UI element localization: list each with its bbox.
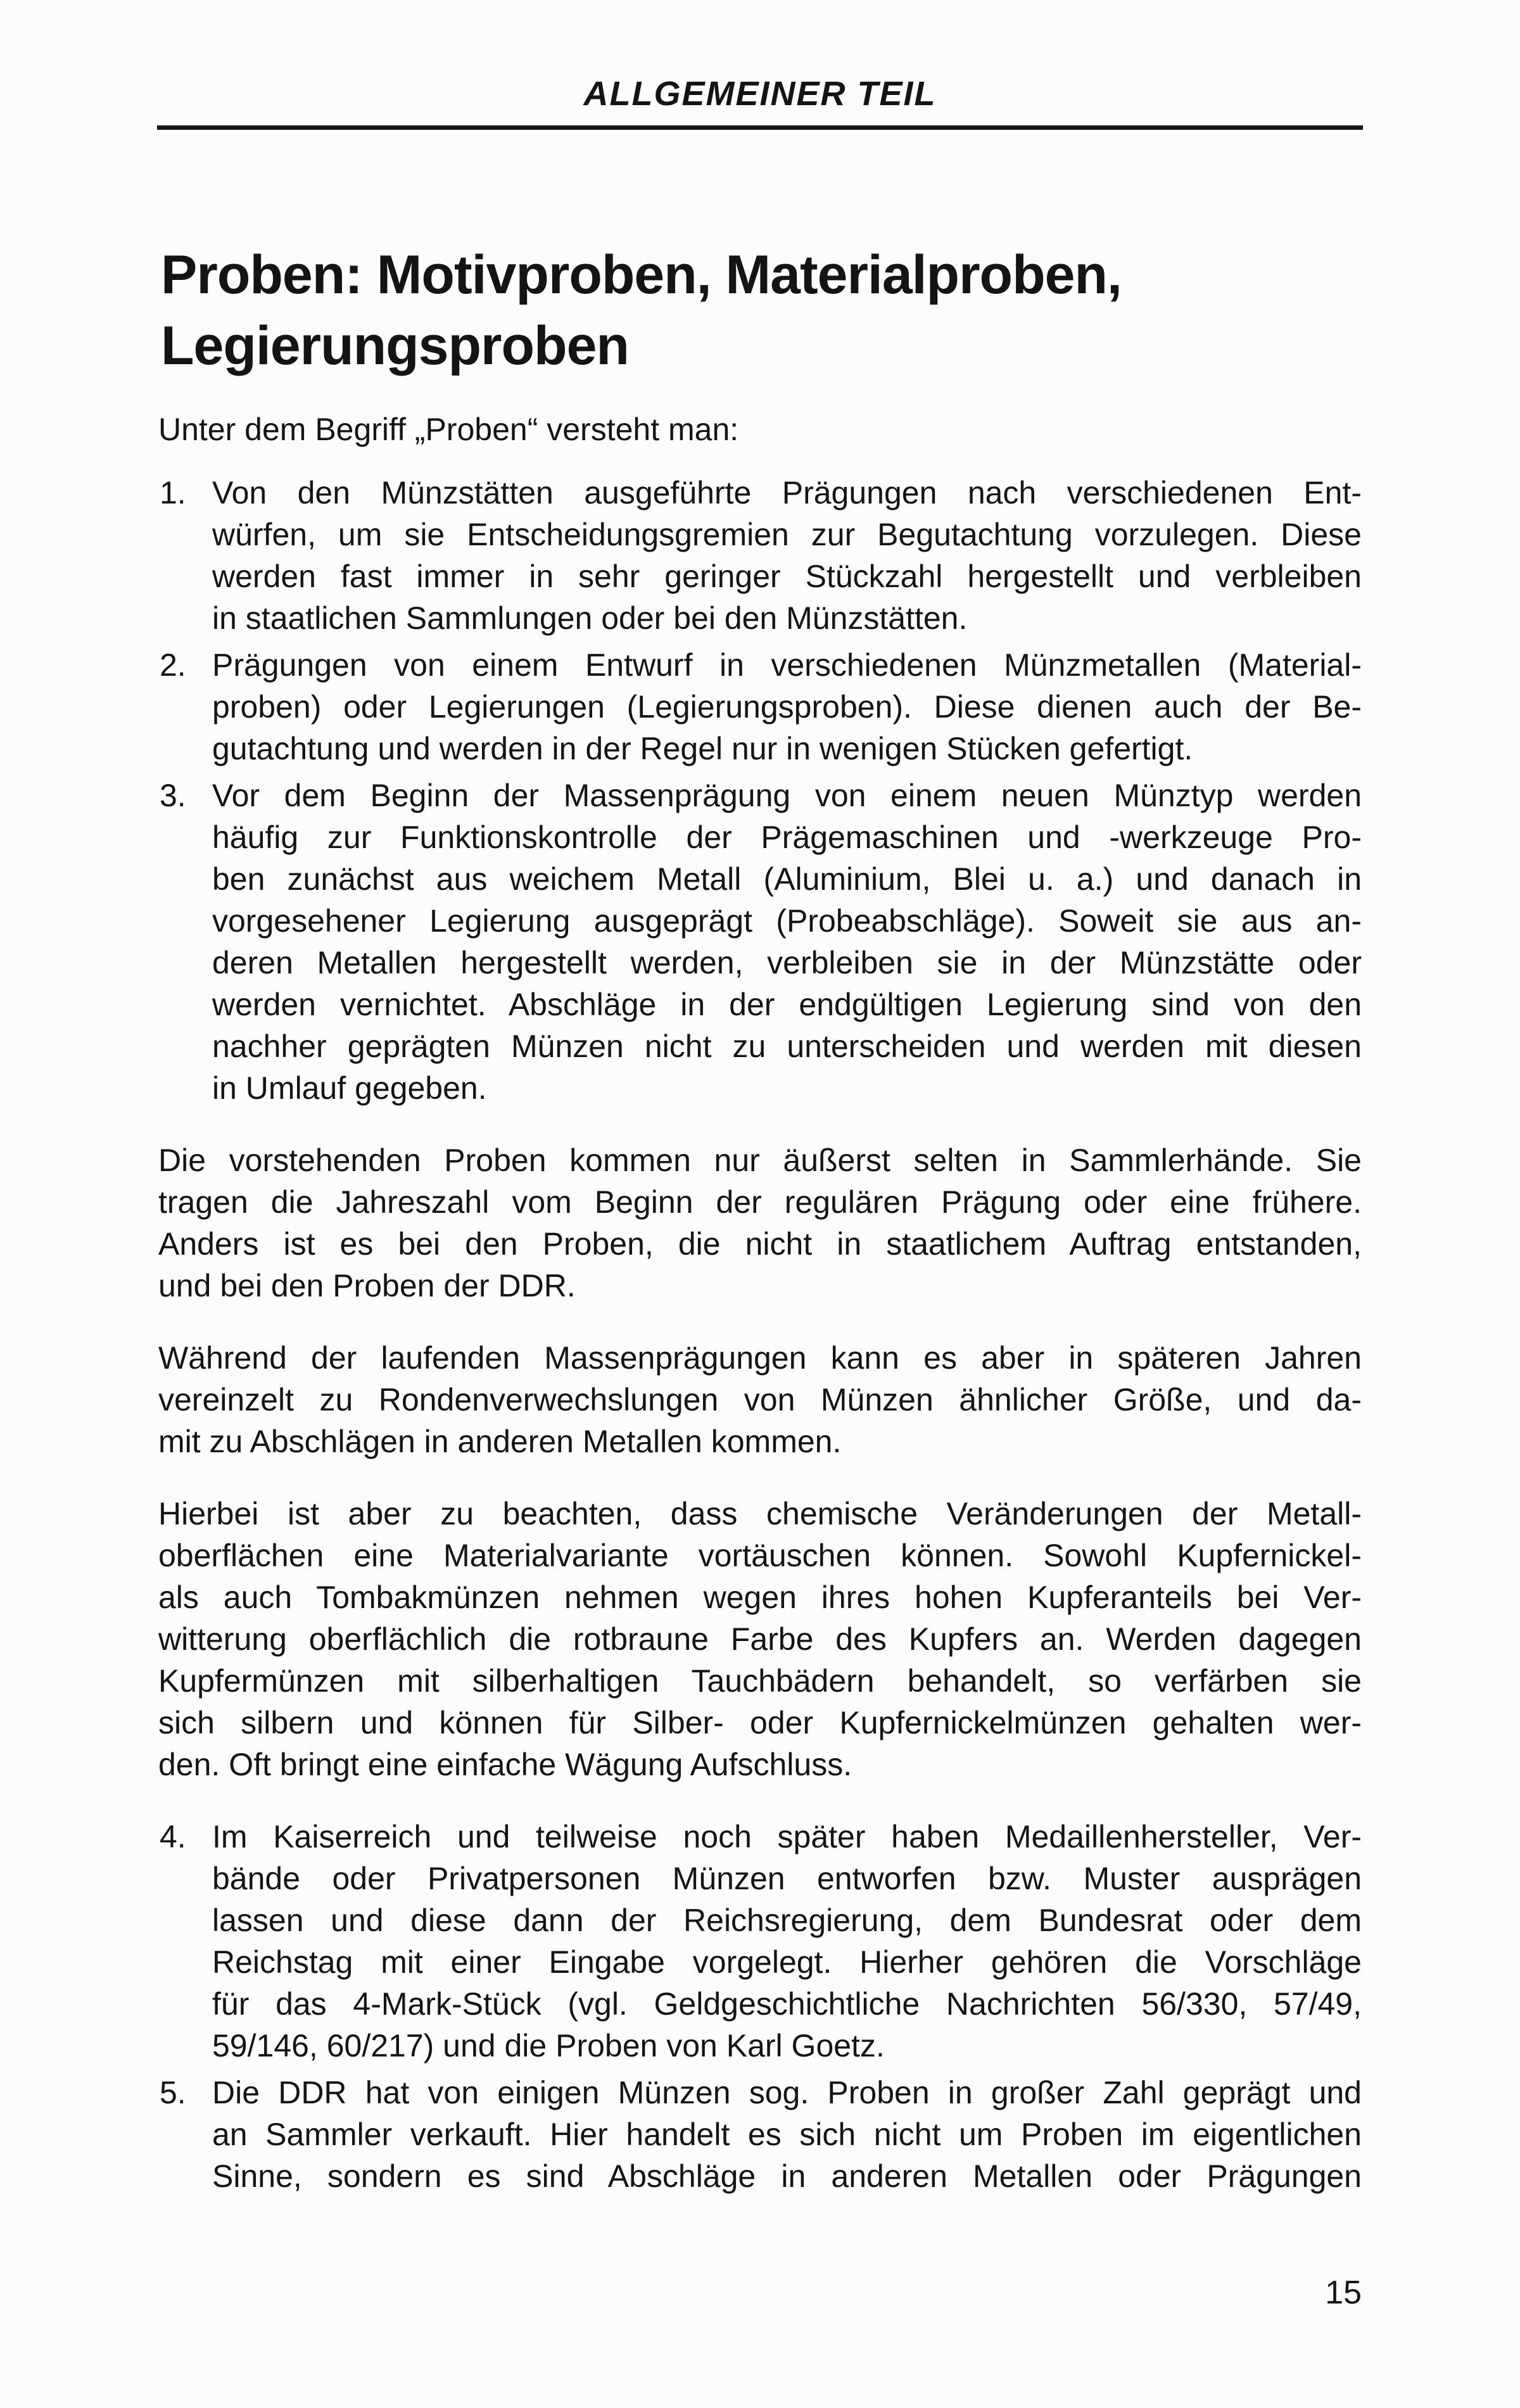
text-lines	[212, 775, 1362, 1109]
text-line: Sinne, sondern es sind Abschläge in anderen Metallen oder Prägungen	[212, 2158, 1362, 2194]
text-line: oberflächen eine Materialvariante vortäuschen können. Sowohl Kupfernickel-	[158, 1538, 1362, 1573]
text-line: werden fast immer in sehr geringer Stückzahl hergestellt und verbleiben	[212, 559, 1362, 594]
paragraph	[158, 1139, 1362, 1307]
page-title	[161, 239, 1122, 381]
list-item-2	[158, 644, 1362, 770]
text-line: Die vorstehenden Proben kommen nur äußerst selten in Sammlerhände. Sie	[158, 1143, 1362, 1178]
text-line: in staatlichen Sammlungen oder bei den Münzstätten.	[212, 600, 968, 636]
text-lines	[158, 1139, 1362, 1307]
text-lines	[158, 1493, 1362, 1785]
text-line: 59/146, 60/217) und die Proben von Karl Goetz.	[212, 2028, 885, 2063]
text-line: tragen die Jahreszahl vom Beginn der regulären Prägung oder eine frühere.	[158, 1184, 1362, 1220]
paragraph	[158, 1493, 1362, 1785]
header-rule	[157, 125, 1363, 130]
text-line: den. Oft bringt eine einfache Wägung Aufschluss.	[158, 1747, 852, 1782]
text-line: in Umlauf gegeben.	[212, 1070, 487, 1106]
text-line: Anders ist es bei den Proben, die nicht in staatlichem Auftrag entstanden,	[158, 1226, 1362, 1262]
list-item-1	[158, 472, 1362, 639]
list-number: 5.	[160, 2075, 186, 2110]
list-number: 2.	[160, 647, 186, 683]
page-title-line-2: Legierungsproben	[161, 315, 629, 376]
text-line: Unter dem Begriff „Proben“ versteht man:	[158, 412, 739, 447]
list-item-4	[158, 1816, 1362, 2067]
text-line: vereinzelt zu Rondenverwechslungen von Münzen ähnlicher Größe, und da-	[158, 1382, 1362, 1417]
text-line: und bei den Proben der DDR.	[158, 1268, 576, 1303]
running-head: ALLGEMEINER TEIL	[583, 75, 937, 113]
text-line: Reichstag mit einer Eingabe vorgelegt. Hierher gehören die Vorschläge	[212, 1944, 1362, 1980]
text-line: Hierbei ist aber zu beachten, dass chemische Veränderungen der Metall-	[158, 1496, 1362, 1531]
list-item-3	[158, 775, 1362, 1109]
text-lines	[212, 472, 1362, 639]
text-line: mit zu Abschlägen in anderen Metallen kommen.	[158, 1424, 842, 1459]
list-number: 3.	[160, 778, 186, 813]
text-line: Von den Münzstätten ausgeführte Prägungen nach verschiedenen Ent-	[212, 475, 1362, 510]
list-number: 4.	[160, 1819, 186, 1854]
text-line: bände oder Privatpersonen Münzen entworfen bzw. Muster ausprägen	[212, 1861, 1362, 1896]
text-line: nachher geprägten Münzen nicht zu unterscheiden und werden mit diesen	[212, 1029, 1362, 1064]
text-line: vorgesehener Legierung ausgeprägt (Probeabschläge). Soweit sie aus an-	[212, 903, 1362, 939]
text-line: Während der laufenden Massenprägungen kann es aber in späteren Jahren	[158, 1340, 1362, 1376]
text-lines	[158, 409, 1362, 450]
text-line: gutachtung und werden in der Regel nur in wenigen Stücken gefertigt.	[212, 731, 1193, 766]
text-lines	[212, 2072, 1362, 2197]
paragraph	[158, 1337, 1362, 1462]
text-line: Die DDR hat von einigen Münzen sog. Proben in großer Zahl geprägt und	[212, 2075, 1362, 2110]
text-line: würfen, um sie Entscheidungsgremien zur Begutachtung vorzulegen. Diese	[212, 517, 1362, 552]
text-line: Im Kaiserreich und teilweise noch später haben Medaillenhersteller, Ver-	[212, 1819, 1362, 1854]
list-number: 1.	[160, 475, 186, 510]
text-line: deren Metallen hergestellt werden, verbleiben sie in der Münzstätte oder	[212, 945, 1362, 980]
text-lines	[158, 1337, 1362, 1462]
text-line: für das 4-Mark-Stück (vgl. Geldgeschichtliche Nachrichten 56/330, 57/49,	[212, 1986, 1362, 2022]
text-line: sich silbern und können für Silber- oder Kupfernickelmünzen gehalten wer-	[158, 1705, 1362, 1740]
text-line: als auch Tombakmünzen nehmen wegen ihres hohen Kupferanteils bei Ver-	[158, 1580, 1362, 1615]
text-line: ben zunächst aus weichem Metall (Aluminium, Blei u. a.) und danach in	[212, 861, 1362, 897]
text-line: Prägungen von einem Entwurf in verschiedenen Münzmetallen (Material-	[212, 647, 1362, 683]
content-column	[158, 409, 1362, 2197]
page-title-line-1: Proben: Motivproben, Materialproben,	[161, 244, 1122, 305]
intro-paragraph	[158, 409, 1362, 450]
text-line: häufig zur Funktionskontrolle der Prägemaschinen und -werkzeuge Pro-	[212, 820, 1362, 855]
text-line: an Sammler verkauft. Hier handelt es sich nicht um Proben im eigentlichen	[212, 2117, 1362, 2152]
text-line: witterung oberflächlich die rotbraune Farbe des Kupfers an. Werden dagegen	[158, 1621, 1362, 1657]
text-line: lassen und diese dann der Reichsregierung, dem Bundesrat oder dem	[212, 1903, 1362, 1938]
page-number: 15	[1325, 2274, 1362, 2311]
list-item-5	[158, 2072, 1362, 2197]
text-line: werden vernichtet. Abschläge in der endgültigen Legierung sind von den	[212, 987, 1362, 1022]
text-line: proben) oder Legierungen (Legierungsproben). Diese dienen auch der Be-	[212, 689, 1362, 725]
text-line: Kupfermünzen mit silberhaltigen Tauchbädern behandelt, so verfärben sie	[158, 1663, 1362, 1699]
text-line: Vor dem Beginn der Massenprägung von einem neuen Münztyp werden	[212, 778, 1362, 813]
text-lines	[212, 644, 1362, 770]
text-lines	[212, 1816, 1362, 2067]
